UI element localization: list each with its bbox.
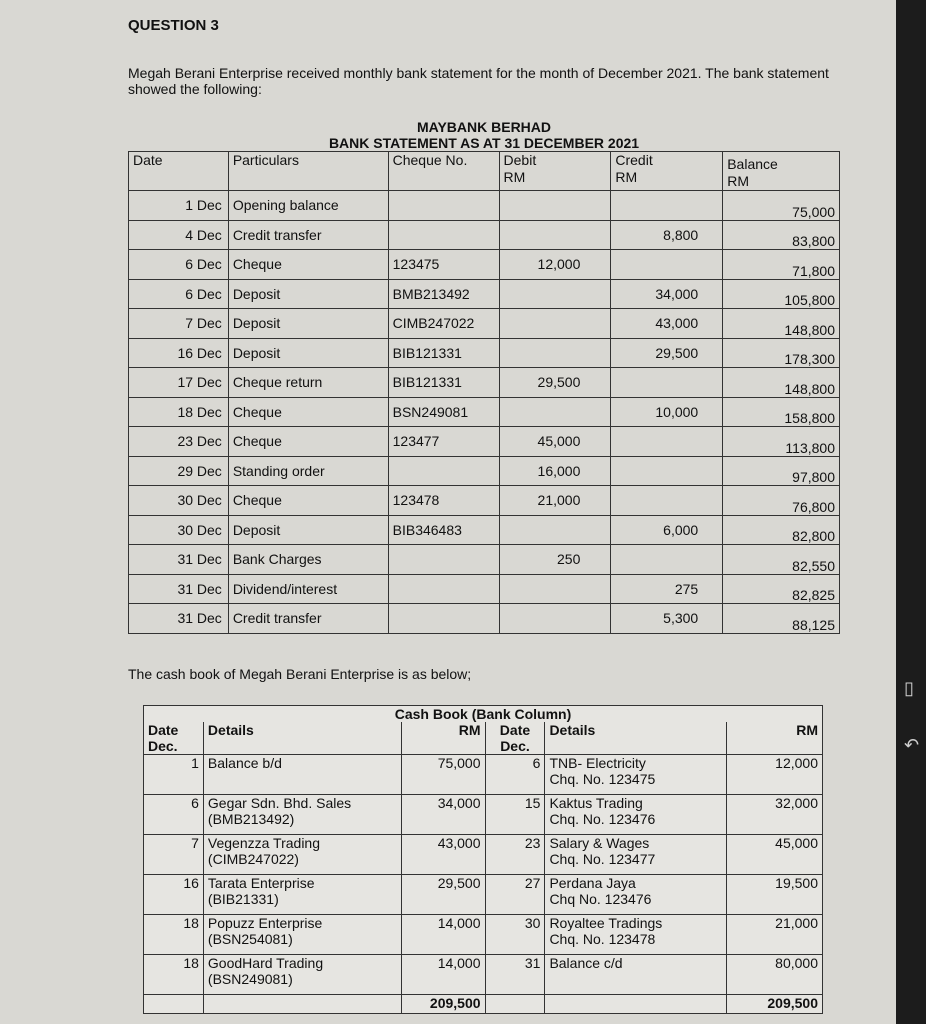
statement-particulars: Credit transfer <box>228 604 388 634</box>
statement-credit <box>611 368 723 398</box>
statement-debit: 45,000 <box>499 427 611 457</box>
statement-debit <box>499 220 611 250</box>
cb-header-rm: RM <box>401 722 485 755</box>
statement-balance: 76,800 <box>723 486 840 516</box>
cb-left-amount: 34,000 <box>401 795 485 835</box>
cb-right-amount: 45,000 <box>727 835 823 875</box>
statement-balance: 105,800 <box>723 279 840 309</box>
statement-date: 7 Dec <box>129 309 229 339</box>
statement-date: 17 Dec <box>129 368 229 398</box>
statement-particulars: Cheque <box>228 486 388 516</box>
statement-particulars: Cheque return <box>228 368 388 398</box>
statement-credit: 275 <box>611 574 723 604</box>
header-cheque: Cheque No. <box>388 152 499 191</box>
cb-left-amount: 14,000 <box>401 915 485 955</box>
statement-date: 6 Dec <box>129 279 229 309</box>
statement-debit <box>499 604 611 634</box>
cb-right-amount: 21,000 <box>727 915 823 955</box>
statement-row <box>129 191 840 221</box>
statement-debit: 16,000 <box>499 456 611 486</box>
statement-date: 6 Dec <box>129 250 229 280</box>
statement-balance: 82,825 <box>723 574 840 604</box>
statement-cheque-no <box>388 604 499 634</box>
cashbook-title: Cash Book (Bank Column) <box>144 706 823 723</box>
statement-balance: 148,800 <box>723 368 840 398</box>
header-date: Date <box>129 152 229 191</box>
statement-debit <box>499 515 611 545</box>
cb-header-details2: Details <box>545 722 727 755</box>
statement-particulars: Cheque <box>228 427 388 457</box>
statement-cheque-no: 123477 <box>388 427 499 457</box>
statement-balance: 148,800 <box>723 309 840 339</box>
statement-balance: 158,800 <box>723 397 840 427</box>
cb-header-details: Details <box>203 722 401 755</box>
statement-particulars: Credit transfer <box>228 220 388 250</box>
cb-left-amount: 75,000 <box>401 755 485 795</box>
screen-edge <box>896 0 926 1024</box>
cb-header-date2: Date Dec. <box>485 722 545 755</box>
cashbook-header-row <box>144 722 823 755</box>
cb-left-amount: 29,500 <box>401 875 485 915</box>
statement-date: 31 Dec <box>129 545 229 575</box>
statement-row <box>129 368 840 398</box>
statement-cheque-no <box>388 574 499 604</box>
statement-cheque-no: BSN249081 <box>388 397 499 427</box>
statement-row <box>129 220 840 250</box>
cb-right-amount: 32,000 <box>727 795 823 835</box>
statement-cheque-no <box>388 456 499 486</box>
statement-row <box>129 397 840 427</box>
statement-credit: 43,000 <box>611 309 723 339</box>
cb-total-left: 209,500 <box>401 995 485 1014</box>
statement-date: 29 Dec <box>129 456 229 486</box>
statement-particulars: Deposit <box>228 515 388 545</box>
header-particulars: Particulars <box>228 152 388 191</box>
question-title: QUESTION 3 <box>128 17 219 34</box>
statement-credit <box>611 545 723 575</box>
statement-balance: 82,800 <box>723 515 840 545</box>
statement-balance: 97,800 <box>723 456 840 486</box>
statement-row <box>129 604 840 634</box>
statement-balance: 82,550 <box>723 545 840 575</box>
statement-credit <box>611 191 723 221</box>
cb-right-details: Balance c/d <box>545 955 727 995</box>
statement-balance: 88,125 <box>723 604 840 634</box>
statement-cheque-no: CIMB247022 <box>388 309 499 339</box>
cb-left-details: Tarata Enterprise (BIB21331) <box>203 875 401 915</box>
statement-debit <box>499 279 611 309</box>
cb-left-details: Gegar Sdn. Bhd. Sales (BMB213492) <box>203 795 401 835</box>
statement-debit: 12,000 <box>499 250 611 280</box>
statement-cheque-no <box>388 545 499 575</box>
statement-particulars: Dividend/interest <box>228 574 388 604</box>
cb-right-details: Salary & Wages Chq. No. 123477 <box>545 835 727 875</box>
cb-right-date: 31 <box>485 955 545 995</box>
question-intro: Megah Berani Enterprise received monthly bank statement for the month of December 2021. The bank statement showed the following: <box>128 65 829 97</box>
statement-credit <box>611 486 723 516</box>
cb-left-details: Vegenzza Trading (CIMB247022) <box>203 835 401 875</box>
statement-row <box>129 338 840 368</box>
statement-cheque-no <box>388 191 499 221</box>
bank-statement-table <box>128 116 840 634</box>
statement-debit: 29,500 <box>499 368 611 398</box>
statement-balance: 83,800 <box>723 220 840 250</box>
cashbook-row <box>144 915 823 955</box>
header-balance: Balance RM <box>723 152 840 191</box>
statement-cheque-no: BIB346483 <box>388 515 499 545</box>
statement-balance: 71,800 <box>723 250 840 280</box>
statement-particulars: Bank Charges <box>228 545 388 575</box>
statement-credit: 8,800 <box>611 220 723 250</box>
cashbook-total-row <box>144 995 823 1014</box>
statement-particulars: Opening balance <box>228 191 388 221</box>
statement-row <box>129 486 840 516</box>
back-arrow-icon: ↶ <box>904 735 920 755</box>
cashbook-row <box>144 875 823 915</box>
statement-date: 31 Dec <box>129 574 229 604</box>
statement-credit: 6,000 <box>611 515 723 545</box>
cb-left-details: Popuzz Enterprise (BSN254081) <box>203 915 401 955</box>
header-debit: Debit RM <box>499 152 611 191</box>
statement-balance: 178,300 <box>723 338 840 368</box>
cb-left-date: 18 <box>144 915 204 955</box>
statement-particulars: Cheque <box>228 250 388 280</box>
statement-particulars: Standing order <box>228 456 388 486</box>
statement-cheque-no: BIB121331 <box>388 368 499 398</box>
cb-right-amount: 12,000 <box>727 755 823 795</box>
statement-row <box>129 574 840 604</box>
statement-date: 30 Dec <box>129 486 229 516</box>
statement-debit: 21,000 <box>499 486 611 516</box>
statement-cheque-no: BMB213492 <box>388 279 499 309</box>
cb-header-date: Date Dec. <box>144 722 204 755</box>
statement-date: 1 Dec <box>129 191 229 221</box>
statement-debit <box>499 397 611 427</box>
statement-credit: 29,500 <box>611 338 723 368</box>
statement-particulars: Cheque <box>228 397 388 427</box>
cb-right-date: 15 <box>485 795 545 835</box>
statement-credit: 10,000 <box>611 397 723 427</box>
cb-right-date: 6 <box>485 755 545 795</box>
statement-date: 30 Dec <box>129 515 229 545</box>
statement-row <box>129 515 840 545</box>
statement-row <box>129 250 840 280</box>
cashbook-row <box>144 795 823 835</box>
cash-book-table <box>143 705 823 1014</box>
cashbook-row <box>144 755 823 795</box>
cb-right-details: Royaltee Tradings Chq. No. 123478 <box>545 915 727 955</box>
statement-row <box>129 427 840 457</box>
statement-cheque-no: 123475 <box>388 250 499 280</box>
bank-name: MAYBANK BERHAD <box>416 119 552 135</box>
cb-left-amount: 14,000 <box>401 955 485 995</box>
statement-row <box>129 545 840 575</box>
cb-right-details: TNB- Electricity Chq. No. 123475 <box>545 755 727 795</box>
cb-left-date: 1 <box>144 755 204 795</box>
statement-title: BANK STATEMENT AS AT 31 DECEMBER 2021 <box>328 135 640 151</box>
statement-debit <box>499 309 611 339</box>
statement-debit: 250 <box>499 545 611 575</box>
statement-cheque-no <box>388 220 499 250</box>
statement-date: 31 Dec <box>129 604 229 634</box>
header-credit: Credit RM <box>611 152 723 191</box>
statement-date: 23 Dec <box>129 427 229 457</box>
cashbook-row <box>144 955 823 995</box>
statement-row <box>129 456 840 486</box>
cb-total-right: 209,500 <box>727 995 823 1014</box>
cashbook-intro: The cash book of Megah Berani Enterprise is as below; <box>128 666 472 682</box>
cb-left-date: 6 <box>144 795 204 835</box>
statement-particulars: Deposit <box>228 309 388 339</box>
statement-balance: 113,800 <box>723 427 840 457</box>
statement-credit: 34,000 <box>611 279 723 309</box>
statement-date: 4 Dec <box>129 220 229 250</box>
cb-left-details: GoodHard Trading (BSN249081) <box>203 955 401 995</box>
statement-particulars: Deposit <box>228 279 388 309</box>
page-icon: ▯ <box>904 678 914 698</box>
cb-left-amount: 43,000 <box>401 835 485 875</box>
statement-row <box>129 309 840 339</box>
statement-debit <box>499 574 611 604</box>
cb-header-rm2: RM <box>727 722 823 755</box>
cb-right-details: Perdana Jaya Chq No. 123476 <box>545 875 727 915</box>
statement-credit <box>611 427 723 457</box>
statement-particulars: Deposit <box>228 338 388 368</box>
statement-header-row <box>129 152 840 191</box>
cb-left-date: 7 <box>144 835 204 875</box>
cb-right-date: 30 <box>485 915 545 955</box>
statement-date: 18 Dec <box>129 397 229 427</box>
cb-right-amount: 80,000 <box>727 955 823 995</box>
statement-credit <box>611 456 723 486</box>
statement-cheque-no: 123478 <box>388 486 499 516</box>
statement-cheque-no: BIB121331 <box>388 338 499 368</box>
cb-right-date: 23 <box>485 835 545 875</box>
cb-left-details: Balance b/d <box>203 755 401 795</box>
statement-balance: 75,000 <box>723 191 840 221</box>
cb-right-details: Kaktus Trading Chq. No. 123476 <box>545 795 727 835</box>
statement-debit <box>499 191 611 221</box>
cb-right-amount: 19,500 <box>727 875 823 915</box>
statement-date: 16 Dec <box>129 338 229 368</box>
cb-right-date: 27 <box>485 875 545 915</box>
cb-left-date: 16 <box>144 875 204 915</box>
cb-left-date: 18 <box>144 955 204 995</box>
statement-row <box>129 279 840 309</box>
statement-debit <box>499 338 611 368</box>
statement-credit <box>611 250 723 280</box>
cashbook-row <box>144 835 823 875</box>
statement-credit: 5,300 <box>611 604 723 634</box>
